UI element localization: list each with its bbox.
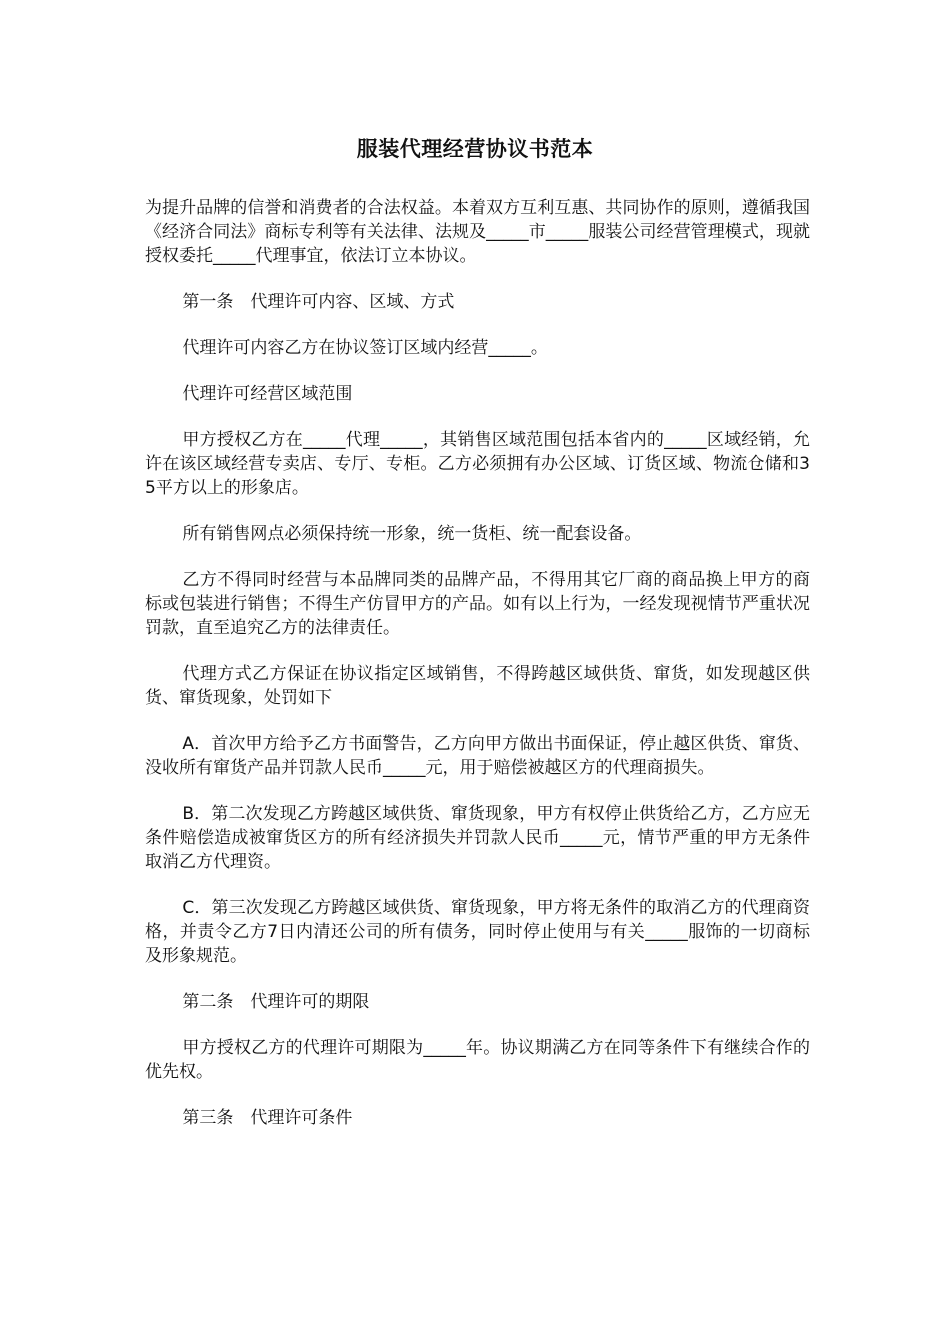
paragraph: 代理方式乙方保证在协议指定区域销售，不得跨越区域供货、窜货，如发现越区供货、窜货现象，处罚如下	[145, 664, 810, 708]
paragraph: 所有销售网点必须保持统一形象，统一货柜、统一配套设备。	[182, 524, 642, 544]
document-title: 服装代理经营协议书范本	[356, 137, 594, 161]
paragraph: 第三条 代理许可条件	[182, 1108, 353, 1128]
paragraph: 甲方授权乙方在_____代理_____，其销售区域范围包括本省内的_____区域经销，允许在该区域经营专卖店、专厅、专柜。乙方必须拥有办公区域、订货区域、物流仓储和35平方以上的形象店。	[145, 430, 810, 498]
paragraph: 代理许可经营区域范围	[182, 384, 353, 404]
paragraph: 第一条 代理许可内容、区域、方式	[182, 292, 455, 312]
document-body	[145, 196, 810, 1152]
paragraph: B．第二次发现乙方跨越区域供货、窜货现象，甲方有权停止供货给乙方，乙方应无条件赔偿造成被窜货区方的所有经济损失并罚款人民币_____元，情节严重的甲方无条件取消乙方代理资。	[145, 804, 810, 872]
paragraph: 甲方授权乙方的代理许可期限为_____年。协议期满乙方在同等条件下有继续合作的优先权。	[145, 1038, 810, 1082]
paragraph: A．首次甲方给予乙方书面警告，乙方向甲方做出书面保证，停止越区供货、窜货、没收所有窜货产品并罚款人民币_____元，用于赔偿被越区方的代理商损失。	[145, 734, 810, 778]
paragraph: 第二条 代理许可的期限	[182, 992, 370, 1012]
paragraph: C．第三次发现乙方跨越区域供货、窜货现象，甲方将无条件的取消乙方的代理商资格，并责令乙方7日内清还公司的所有债务，同时停止使用与有关_____服饰的一切商标及形象规范。	[145, 898, 810, 966]
paragraph: 为提升品牌的信誉和消费者的合法权益。本着双方互利互惠、共同协作的原则，遵循我国《经济合同法》商标专利等有关法律、法规及_____市_____服装公司经营管理模式，现就授权委托_____代理事宜，依法订立本协议。	[145, 198, 810, 266]
paragraph: 乙方不得同时经营与本品牌同类的品牌产品，不得用其它厂商的商品换上甲方的商标或包装进行销售；不得生产仿冒甲方的产品。如有以上行为，一经发现视情节严重状况罚款，直至追究乙方的法律责任。	[145, 570, 810, 638]
paragraph: 代理许可内容乙方在协议签订区域内经营_____。	[182, 338, 548, 358]
